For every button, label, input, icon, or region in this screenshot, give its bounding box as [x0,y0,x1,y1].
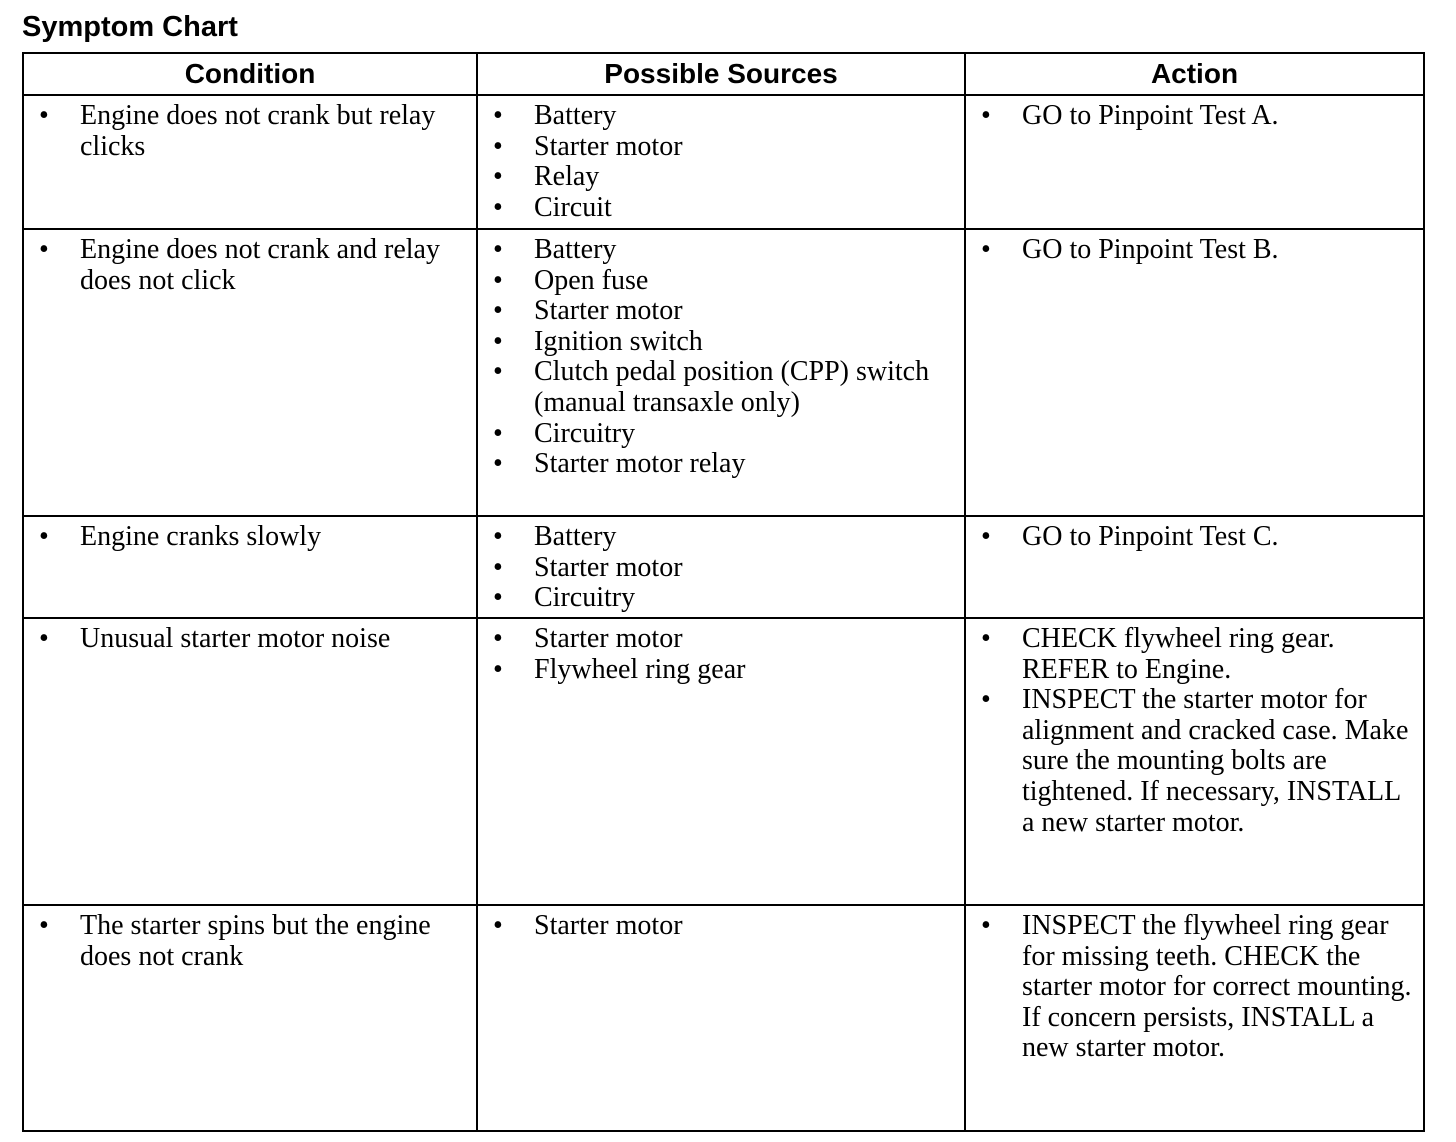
bullet-item: • Clutch pedal position (CPP) switch (manual transaxle only) [478,357,956,418]
header-row [23,53,1424,95]
bullet-item: • GO to Pinpoint Test B. [966,235,1415,266]
bullet-item: • Ignition switch [478,327,956,358]
bullet-item: • Open fuse [478,266,956,297]
bullet-item: • GO to Pinpoint Test C. [966,522,1415,553]
table-row [23,516,1424,618]
condition-cell [23,229,477,516]
bullet-item: • Circuit [478,193,956,224]
action-cell [965,905,1424,1131]
bullet-item: • Starter motor [478,911,956,942]
bullet-item: • Circuitry [478,419,956,450]
bullet-item: • Battery [478,235,956,266]
action-cell [965,229,1424,516]
action-cell [965,95,1424,229]
table-row [23,229,1424,516]
action-list [966,906,1423,1064]
sources-cell [477,229,965,516]
action-list [966,230,1423,266]
bullet-item: • Starter motor [478,132,956,163]
sources-list [478,517,964,614]
chart-title: Symptom Chart [22,11,238,43]
bullet-item: • Circuitry [478,583,956,614]
bullet-item: • Starter motor [478,553,956,584]
bullet-item: • INSPECT the flywheel ring gear for missing teeth. CHECK the starter motor for correct mounting. If concern persists, INSTALL a new starter motor. [966,911,1415,1064]
condition-list [24,230,476,296]
sources-list [478,619,964,685]
symptom-chart-table [22,52,1425,1132]
bullet-item: • GO to Pinpoint Test A. [966,101,1415,132]
condition-cell [23,618,477,905]
action-cell [965,516,1424,618]
bullet-item: • Relay [478,162,956,193]
bullet-item: • Starter motor [478,296,956,327]
bullet-item: • Unusual starter motor noise [24,624,468,655]
action-cell [965,618,1424,905]
bullet-item: • Flywheel ring gear [478,655,956,686]
sources-cell [477,516,965,618]
sources-list [478,96,964,223]
bullet-item: • Starter motor relay [478,449,956,480]
condition-list [24,619,476,655]
action-list [966,619,1423,838]
action-list [966,96,1423,132]
condition-list [24,96,476,162]
header-possible-sources: Possible Sources [477,53,965,95]
sources-cell [477,618,965,905]
bullet-item: • Engine cranks slowly [24,522,468,553]
header-condition: Condition [23,53,477,95]
header-action: Action [965,53,1424,95]
bullet-item: • Battery [478,522,956,553]
bullet-item: • CHECK flywheel ring gear. REFER to Engine. [966,624,1415,685]
bullet-item: • Engine does not crank and relay does not click [24,235,468,296]
condition-list [24,517,476,553]
condition-list [24,906,476,972]
bullet-item: • Battery [478,101,956,132]
table-row [23,905,1424,1131]
sources-list [478,906,964,942]
condition-cell [23,95,477,229]
sources-cell [477,905,965,1131]
condition-cell [23,905,477,1131]
bullet-item: • The starter spins but the engine does not crank [24,911,468,972]
table-row [23,618,1424,905]
action-list [966,517,1423,553]
sources-list [478,230,964,480]
condition-cell [23,516,477,618]
bullet-item: • INSPECT the starter motor for alignment and cracked case. Make sure the mounting bolts are tightened. If necessary, INSTALL a new starter motor. [966,685,1415,838]
sources-cell [477,95,965,229]
bullet-item: • Starter motor [478,624,956,655]
bullet-item: • Engine does not crank but relay clicks [24,101,468,162]
table-row [23,95,1424,229]
